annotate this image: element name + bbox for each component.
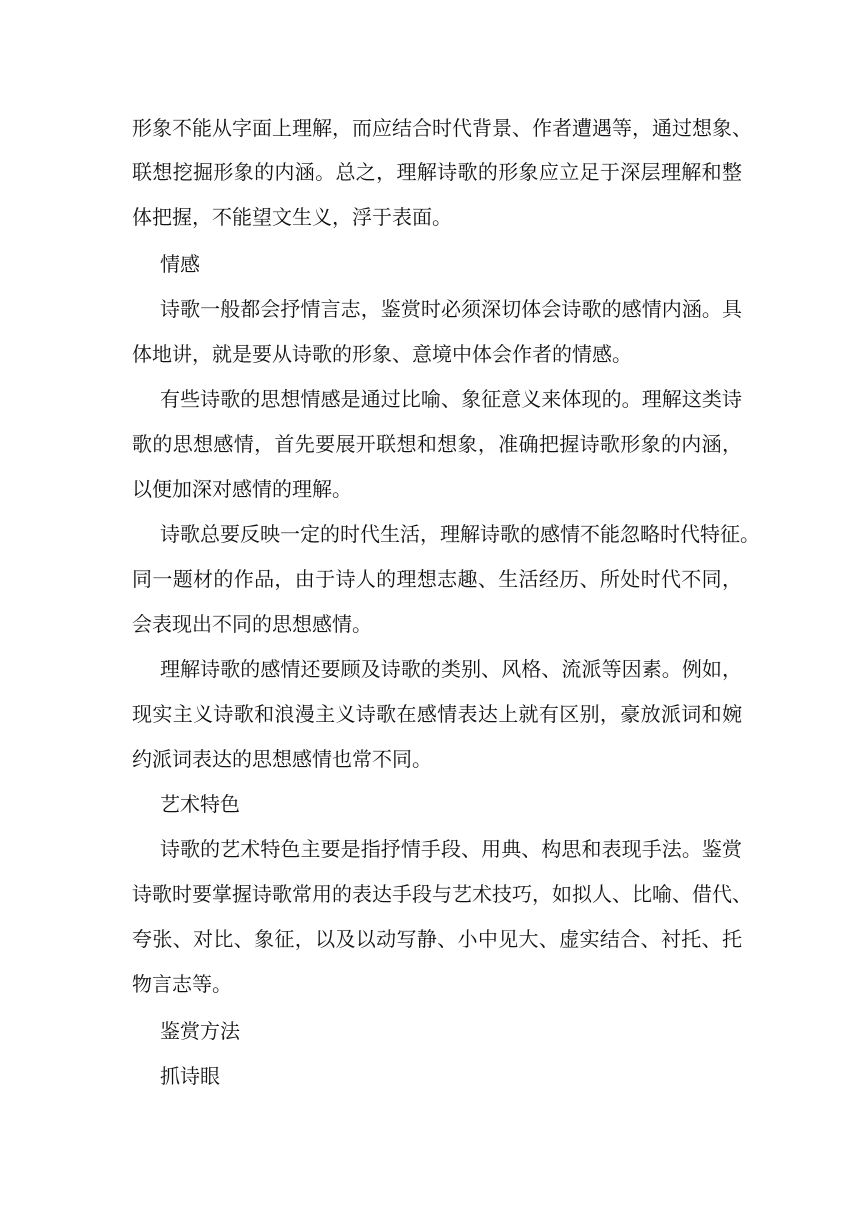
- body-text-line: 同一题材的作品，由于诗人的理想志趣、生活经历、所处时代不同，: [132, 567, 742, 591]
- body-text-line: 体地讲，就是要从诗歌的形象、意境中体会作者的情感。: [132, 342, 632, 366]
- body-text-line: 诗歌总要反映一定的时代生活，理解诗歌的感情不能忽略时代特征。: [160, 522, 760, 546]
- body-text-line: 歌的思想感情，首先要展开联想和想象，准确把握诗歌形象的内涵，: [132, 432, 742, 456]
- body-text-line: 形象不能从字面上理解，而应结合时代背景、作者遭遇等，通过想象、: [132, 116, 752, 140]
- body-text-line: 夸张、对比、象征，以及以动写静、小中见大、虚实结合、衬托、托: [132, 927, 742, 951]
- body-text-line: 有些诗歌的思想情感是通过比喻、象征意义来体现的。理解这类诗: [160, 387, 742, 411]
- section-heading-artistic-features: 艺术特色: [160, 792, 240, 816]
- body-text-line: 体把握，不能望文生义，浮于表面。: [132, 205, 452, 229]
- section-heading-emotion: 情感: [160, 252, 200, 276]
- body-text-line: 物言志等。: [132, 972, 232, 996]
- body-text-line: 诗歌的艺术特色主要是指抒情手段、用典、构思和表现手法。鉴赏: [160, 837, 742, 861]
- body-text-line: 理解诗歌的感情还要顾及诗歌的类别、风格、流派等因素。例如，: [160, 657, 742, 681]
- body-text-line: 现实主义诗歌和浪漫主义诗歌在感情表达上就有区别，豪放派词和婉: [132, 702, 742, 726]
- body-text-line: 会表现出不同的思想感情。: [132, 612, 372, 636]
- subsection-heading-poem-eye: 抓诗眼: [160, 1064, 220, 1088]
- body-text-line: 约派词表达的思想感情也常不同。: [132, 747, 432, 771]
- section-heading-appreciation-methods: 鉴赏方法: [160, 1019, 240, 1043]
- body-text-line: 诗歌一般都会抒情言志，鉴赏时必须深切体会诗歌的感情内涵。具: [160, 297, 742, 321]
- body-text-line: 诗歌时要掌握诗歌常用的表达手段与艺术技巧，如拟人、比喻、借代、: [132, 882, 752, 906]
- body-text-line: 以便加深对感情的理解。: [132, 477, 352, 501]
- body-text-line: 联想挖掘形象的内涵。总之，理解诗歌的形象应立足于深层理解和整: [132, 160, 742, 184]
